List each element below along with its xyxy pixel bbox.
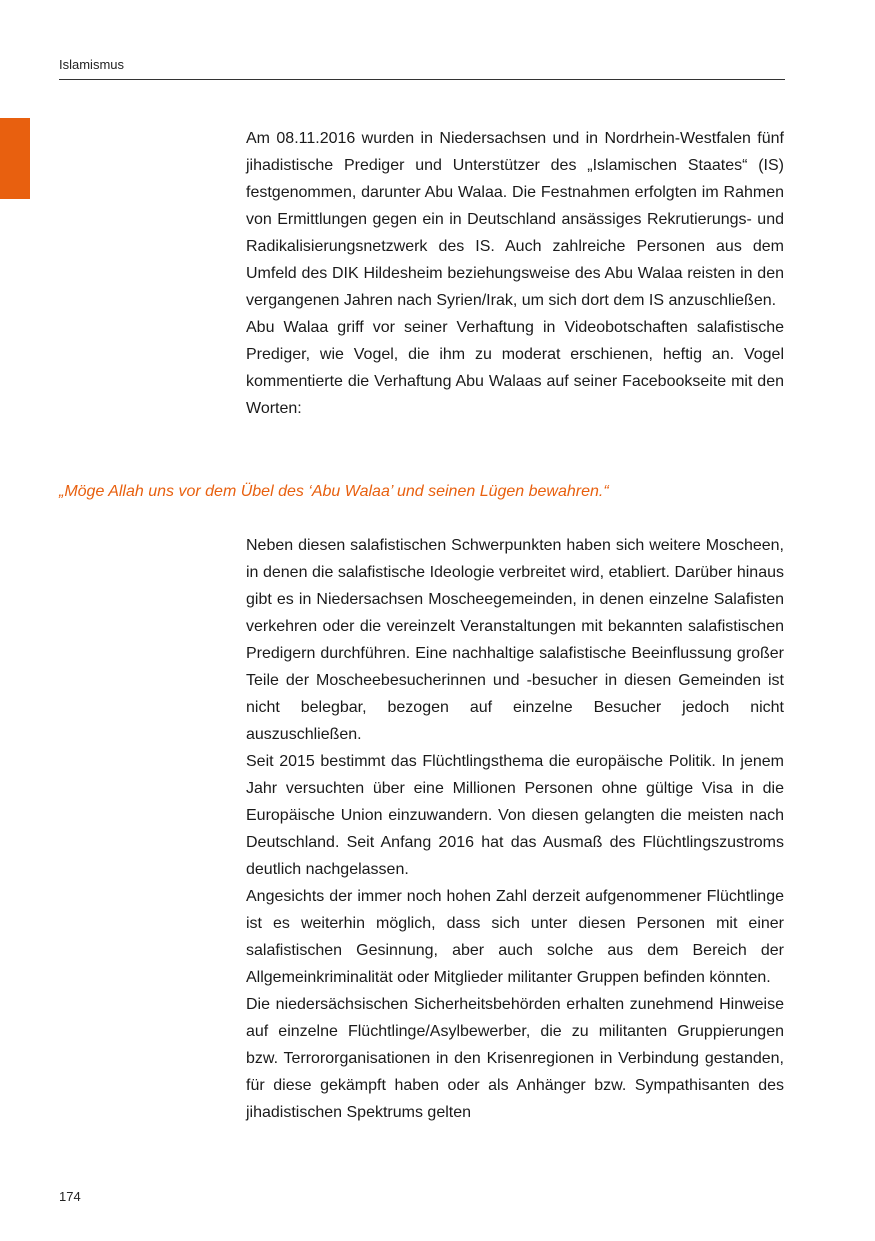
- body-text-before-quote: [246, 125, 784, 422]
- paragraph: Neben diesen salafistischen Schwerpunkten haben sich weitere Moscheen, in denen die salafistische Ideologie verbreitet wird, etabliert. Darüber hinaus gibt es in Niedersachsen Moscheegemeinden, in denen einzelne Salafisten verkehren oder die vereinzelt Veranstaltungen mit bekannten salafistischen Predigern durchführen. Eine nachhaltige salafistische Beeinflussung großer Teile der Moscheebesucherinnen und -besucher in diesen Gemeinden ist nicht belegbar, bezogen auf einzelne Besucher jedoch nicht auszuschließen.: [246, 537, 784, 743]
- chapter-tab-marker: [0, 118, 30, 199]
- running-header: Islamismus: [59, 57, 125, 72]
- paragraph: Seit 2015 bestimmt das Flüchtlingsthema die europäische Politik. In jenem Jahr versuchten über eine Millionen Personen ohne gültige Visa in die Europäische Union einzuwandern. Von diesen gelangten die meisten nach Deutschland. Seit Anfang 2016 hat das Ausmaß des Flüchtlingszustroms deutlich nachgelassen.: [246, 753, 784, 878]
- header-rule: [59, 79, 785, 80]
- body-text-after-quote: [246, 532, 784, 1126]
- paragraph: Die niedersächsischen Sicherheitsbehörden erhalten zunehmend Hinweise auf einzelne Flüchtlinge/Asylbewerber, die zu militanten Gruppierungen bzw. Terrororganisationen in den Krisenregionen in Verbindung gestanden, für diese gekämpft haben oder als Anhänger bzw. Sympathisanten des jihadistischen Spektrums gelten: [246, 996, 784, 1121]
- pull-quote: „Möge Allah uns vor dem Übel des ‘Abu Walaa’ und seinen Lügen bewahren.“: [59, 483, 609, 500]
- page-number: 174: [59, 1189, 81, 1204]
- paragraph: Am 08.11.2016 wurden in Niedersachsen und in Nordrhein-Westfalen fünf jihadistische Prediger und Unterstützer des „Islamischen Staates“ (IS) festgenommen, darunter Abu Walaa. Die Festnahmen erfolgten im Rahmen von Ermittlungen gegen ein in Deutschland ansässiges Rekrutierungs- und Radikalisierungsnetzwerk des IS. Auch zahlreiche Personen aus dem Umfeld des DIK Hildesheim beziehungsweise des Abu Walaa reisten in den vergangenen Jahren nach Syrien/Irak, um sich dort dem IS anzuschließen.: [246, 130, 784, 309]
- paragraph: Angesichts der immer noch hohen Zahl derzeit aufgenommener Flüchtlinge ist es weiterhin möglich, dass sich unter diesen Personen mit einer salafistischen Gesinnung, aber auch solche aus dem Bereich der Allgemeinkriminalität oder Mitglieder militanter Gruppen befinden könnten.: [246, 888, 784, 986]
- paragraph: Abu Walaa griff vor seiner Verhaftung in Videobotschaften salafistische Prediger, wie Vogel, die ihm zu moderat erschienen, heftig an. Vogel kommentierte die Verhaftung Abu Walaas auf seiner Facebookseite mit den Worten:: [246, 319, 784, 417]
